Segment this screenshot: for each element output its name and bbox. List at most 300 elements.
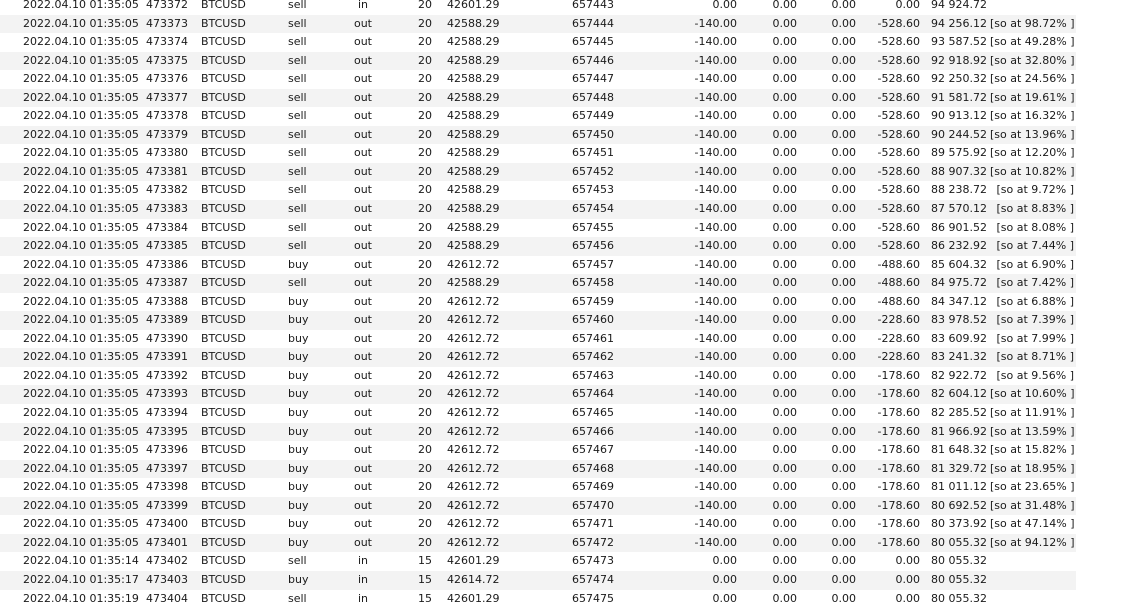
deal-id-cell: 473397 bbox=[146, 460, 188, 479]
table-row[interactable] bbox=[0, 385, 1076, 404]
comment-cell: [so at 13.96% ] bbox=[990, 126, 1074, 145]
balance-cell: 80 055.32 bbox=[931, 590, 987, 608]
volume-cell: 20 bbox=[410, 181, 432, 200]
commission-cell: -140.00 bbox=[680, 311, 737, 330]
table-row[interactable] bbox=[0, 163, 1076, 182]
balance-cell: 86 901.52 bbox=[931, 219, 987, 238]
commission-cell: -140.00 bbox=[680, 404, 737, 423]
price-cell: 42588.29 bbox=[447, 144, 500, 163]
commission-cell: -140.00 bbox=[680, 70, 737, 89]
type-cell: buy bbox=[288, 348, 308, 367]
volume-cell: 20 bbox=[410, 219, 432, 238]
balance-cell: 89 575.92 bbox=[931, 144, 987, 163]
profit-cell: 0.00 bbox=[870, 0, 920, 15]
order-cell: 657454 bbox=[572, 200, 614, 219]
volume-cell: 20 bbox=[410, 33, 432, 52]
table-row[interactable] bbox=[0, 311, 1076, 330]
volume-cell: 20 bbox=[410, 441, 432, 460]
balance-cell: 82 922.72 bbox=[931, 367, 987, 386]
price-cell: 42612.72 bbox=[447, 367, 500, 386]
profit-cell: -528.60 bbox=[870, 219, 920, 238]
volume-cell: 15 bbox=[410, 571, 432, 590]
table-row[interactable] bbox=[0, 144, 1076, 163]
order-cell: 657475 bbox=[572, 590, 614, 608]
deal-time-cell: 2022.04.10 01:35:05 bbox=[23, 126, 139, 145]
deal-time-cell: 2022.04.10 01:35:05 bbox=[23, 441, 139, 460]
type-cell: sell bbox=[288, 89, 307, 108]
symbol-cell: BTCUSD bbox=[201, 89, 246, 108]
order-cell: 657462 bbox=[572, 348, 614, 367]
order-cell: 657447 bbox=[572, 70, 614, 89]
table-row[interactable] bbox=[0, 219, 1076, 238]
table-row[interactable] bbox=[0, 460, 1076, 479]
direction-cell: out bbox=[352, 144, 374, 163]
direction-cell: out bbox=[352, 367, 374, 386]
deal-id-cell: 473377 bbox=[146, 89, 188, 108]
order-cell: 657455 bbox=[572, 219, 614, 238]
type-cell: sell bbox=[288, 144, 307, 163]
volume-cell: 20 bbox=[410, 293, 432, 312]
swap-cell: 0.00 bbox=[820, 311, 856, 330]
swap-cell: 0.00 bbox=[820, 293, 856, 312]
table-row[interactable] bbox=[0, 274, 1076, 293]
direction-cell: out bbox=[352, 33, 374, 52]
volume-cell: 15 bbox=[410, 552, 432, 571]
fee-cell: 0.00 bbox=[760, 515, 797, 534]
volume-cell: 20 bbox=[410, 52, 432, 71]
comment-cell: [so at 9.56% ] bbox=[990, 367, 1074, 386]
comment-cell: [so at 24.56% ] bbox=[990, 70, 1074, 89]
table-row[interactable] bbox=[0, 126, 1076, 145]
price-cell: 42612.72 bbox=[447, 404, 500, 423]
swap-cell: 0.00 bbox=[820, 144, 856, 163]
comment-cell: [so at 32.80% ] bbox=[990, 52, 1074, 71]
profit-cell: -528.60 bbox=[870, 52, 920, 71]
direction-cell: out bbox=[352, 15, 374, 34]
comment-cell: [so at 6.88% ] bbox=[990, 293, 1074, 312]
profit-cell: -528.60 bbox=[870, 15, 920, 34]
fee-cell: 0.00 bbox=[760, 107, 797, 126]
deal-time-cell: 2022.04.10 01:35:05 bbox=[23, 200, 139, 219]
balance-cell: 83 241.32 bbox=[931, 348, 987, 367]
profit-cell: -528.60 bbox=[870, 126, 920, 145]
comment-cell: [so at 98.72% ] bbox=[990, 15, 1074, 34]
table-row[interactable] bbox=[0, 293, 1076, 312]
profit-cell: -528.60 bbox=[870, 181, 920, 200]
order-cell: 657450 bbox=[572, 126, 614, 145]
table-row[interactable] bbox=[0, 181, 1076, 200]
balance-cell: 83 609.92 bbox=[931, 330, 987, 349]
fee-cell: 0.00 bbox=[760, 256, 797, 275]
comment-cell: [so at 19.61% ] bbox=[990, 89, 1074, 108]
symbol-cell: BTCUSD bbox=[201, 367, 246, 386]
deal-time-cell: 2022.04.10 01:35:17 bbox=[23, 571, 139, 590]
balance-cell: 81 329.72 bbox=[931, 460, 987, 479]
fee-cell: 0.00 bbox=[760, 590, 797, 608]
price-cell: 42612.72 bbox=[447, 293, 500, 312]
fee-cell: 0.00 bbox=[760, 163, 797, 182]
direction-cell: out bbox=[352, 534, 374, 553]
table-row[interactable] bbox=[0, 70, 1076, 89]
deal-id-cell: 473373 bbox=[146, 15, 188, 34]
deal-id-cell: 473383 bbox=[146, 200, 188, 219]
order-cell: 657467 bbox=[572, 441, 614, 460]
price-cell: 42588.29 bbox=[447, 237, 500, 256]
type-cell: sell bbox=[288, 107, 307, 126]
volume-cell: 20 bbox=[410, 534, 432, 553]
swap-cell: 0.00 bbox=[820, 274, 856, 293]
balance-cell: 84 347.12 bbox=[931, 293, 987, 312]
commission-cell: -140.00 bbox=[680, 52, 737, 71]
fee-cell: 0.00 bbox=[760, 478, 797, 497]
fee-cell: 0.00 bbox=[760, 367, 797, 386]
symbol-cell: BTCUSD bbox=[201, 163, 246, 182]
fee-cell: 0.00 bbox=[760, 219, 797, 238]
balance-cell: 81 648.32 bbox=[931, 441, 987, 460]
order-cell: 657458 bbox=[572, 274, 614, 293]
symbol-cell: BTCUSD bbox=[201, 126, 246, 145]
order-cell: 657472 bbox=[572, 534, 614, 553]
fee-cell: 0.00 bbox=[760, 330, 797, 349]
balance-cell: 87 570.12 bbox=[931, 200, 987, 219]
swap-cell: 0.00 bbox=[820, 0, 856, 15]
symbol-cell: BTCUSD bbox=[201, 441, 246, 460]
direction-cell: out bbox=[352, 460, 374, 479]
deal-time-cell: 2022.04.10 01:35:05 bbox=[23, 423, 139, 442]
deal-time-cell: 2022.04.10 01:35:05 bbox=[23, 460, 139, 479]
volume-cell: 20 bbox=[410, 404, 432, 423]
order-cell: 657448 bbox=[572, 89, 614, 108]
table-row[interactable] bbox=[0, 441, 1076, 460]
fee-cell: 0.00 bbox=[760, 571, 797, 590]
fee-cell: 0.00 bbox=[760, 385, 797, 404]
balance-cell: 94 256.12 bbox=[931, 15, 987, 34]
order-cell: 657461 bbox=[572, 330, 614, 349]
profit-cell: -528.60 bbox=[870, 107, 920, 126]
balance-cell: 94 924.72 bbox=[931, 0, 987, 15]
fee-cell: 0.00 bbox=[760, 441, 797, 460]
direction-cell: out bbox=[352, 200, 374, 219]
fee-cell: 0.00 bbox=[760, 52, 797, 71]
profit-cell: -178.60 bbox=[870, 497, 920, 516]
type-cell: buy bbox=[288, 367, 308, 386]
table-row[interactable] bbox=[0, 237, 1076, 256]
volume-cell: 20 bbox=[410, 478, 432, 497]
swap-cell: 0.00 bbox=[820, 441, 856, 460]
table-row[interactable] bbox=[0, 497, 1076, 516]
balance-cell: 92 918.92 bbox=[931, 52, 987, 71]
volume-cell: 20 bbox=[410, 0, 432, 15]
deal-id-cell: 473404 bbox=[146, 590, 188, 608]
volume-cell: 20 bbox=[410, 163, 432, 182]
direction-cell: out bbox=[352, 497, 374, 516]
type-cell: sell bbox=[288, 219, 307, 238]
deal-id-cell: 473387 bbox=[146, 274, 188, 293]
table-row[interactable] bbox=[0, 478, 1076, 497]
deal-time-cell: 2022.04.10 01:35:05 bbox=[23, 107, 139, 126]
deal-time-cell: 2022.04.10 01:35:05 bbox=[23, 52, 139, 71]
order-cell: 657470 bbox=[572, 497, 614, 516]
table-row[interactable] bbox=[0, 367, 1076, 386]
table-row[interactable] bbox=[0, 404, 1076, 423]
profit-cell: -528.60 bbox=[870, 89, 920, 108]
order-cell: 657451 bbox=[572, 144, 614, 163]
fee-cell: 0.00 bbox=[760, 89, 797, 108]
direction-cell: in bbox=[352, 590, 374, 608]
commission-cell: -140.00 bbox=[680, 219, 737, 238]
swap-cell: 0.00 bbox=[820, 348, 856, 367]
swap-cell: 0.00 bbox=[820, 15, 856, 34]
symbol-cell: BTCUSD bbox=[201, 348, 246, 367]
volume-cell: 20 bbox=[410, 385, 432, 404]
price-cell: 42588.29 bbox=[447, 52, 500, 71]
price-cell: 42588.29 bbox=[447, 33, 500, 52]
swap-cell: 0.00 bbox=[820, 385, 856, 404]
balance-cell: 93 587.52 bbox=[931, 33, 987, 52]
deal-id-cell: 473384 bbox=[146, 219, 188, 238]
type-cell: buy bbox=[288, 478, 308, 497]
profit-cell: -528.60 bbox=[870, 163, 920, 182]
balance-cell: 82 285.52 bbox=[931, 404, 987, 423]
deal-time-cell: 2022.04.10 01:35:05 bbox=[23, 256, 139, 275]
symbol-cell: BTCUSD bbox=[201, 552, 246, 571]
deal-id-cell: 473399 bbox=[146, 497, 188, 516]
profit-cell: -178.60 bbox=[870, 423, 920, 442]
deal-id-cell: 473372 bbox=[146, 0, 188, 15]
balance-cell: 80 373.92 bbox=[931, 515, 987, 534]
symbol-cell: BTCUSD bbox=[201, 478, 246, 497]
table-row[interactable] bbox=[0, 89, 1076, 108]
deal-id-cell: 473389 bbox=[146, 311, 188, 330]
deal-id-cell: 473403 bbox=[146, 571, 188, 590]
price-cell: 42588.29 bbox=[447, 274, 500, 293]
comment-cell: [so at 47.14% ] bbox=[990, 515, 1074, 534]
balance-cell: 90 913.12 bbox=[931, 107, 987, 126]
profit-cell: -528.60 bbox=[870, 237, 920, 256]
price-cell: 42588.29 bbox=[447, 200, 500, 219]
volume-cell: 15 bbox=[410, 590, 432, 608]
balance-cell: 80 055.32 bbox=[931, 552, 987, 571]
direction-cell: out bbox=[352, 293, 374, 312]
deal-time-cell: 2022.04.10 01:35:05 bbox=[23, 33, 139, 52]
deal-time-cell: 2022.04.10 01:35:05 bbox=[23, 237, 139, 256]
balance-cell: 92 250.32 bbox=[931, 70, 987, 89]
fee-cell: 0.00 bbox=[760, 460, 797, 479]
type-cell: buy bbox=[288, 515, 308, 534]
price-cell: 42588.29 bbox=[447, 89, 500, 108]
type-cell: sell bbox=[288, 200, 307, 219]
deal-time-cell: 2022.04.10 01:35:05 bbox=[23, 163, 139, 182]
order-cell: 657466 bbox=[572, 423, 614, 442]
symbol-cell: BTCUSD bbox=[201, 330, 246, 349]
fee-cell: 0.00 bbox=[760, 200, 797, 219]
fee-cell: 0.00 bbox=[760, 497, 797, 516]
comment-cell: [so at 16.32% ] bbox=[990, 107, 1074, 126]
table-row[interactable] bbox=[0, 515, 1076, 534]
price-cell: 42588.29 bbox=[447, 15, 500, 34]
symbol-cell: BTCUSD bbox=[201, 404, 246, 423]
order-cell: 657445 bbox=[572, 33, 614, 52]
direction-cell: in bbox=[352, 0, 374, 15]
profit-cell: -228.60 bbox=[870, 311, 920, 330]
deal-time-cell: 2022.04.10 01:35:05 bbox=[23, 311, 139, 330]
type-cell: sell bbox=[288, 52, 307, 71]
table-row[interactable] bbox=[0, 15, 1076, 34]
type-cell: sell bbox=[288, 590, 307, 608]
table-row[interactable] bbox=[0, 534, 1076, 553]
price-cell: 42612.72 bbox=[447, 385, 500, 404]
table-row[interactable] bbox=[0, 423, 1076, 442]
order-cell: 657473 bbox=[572, 552, 614, 571]
symbol-cell: BTCUSD bbox=[201, 571, 246, 590]
commission-cell: -140.00 bbox=[680, 126, 737, 145]
deal-id-cell: 473380 bbox=[146, 144, 188, 163]
commission-cell: -140.00 bbox=[680, 497, 737, 516]
type-cell: buy bbox=[288, 293, 308, 312]
swap-cell: 0.00 bbox=[820, 423, 856, 442]
direction-cell: out bbox=[352, 219, 374, 238]
direction-cell: out bbox=[352, 385, 374, 404]
swap-cell: 0.00 bbox=[820, 107, 856, 126]
price-cell: 42612.72 bbox=[447, 478, 500, 497]
commission-cell: -140.00 bbox=[680, 144, 737, 163]
table-row[interactable] bbox=[0, 107, 1076, 126]
fee-cell: 0.00 bbox=[760, 33, 797, 52]
volume-cell: 20 bbox=[410, 497, 432, 516]
deal-id-cell: 473388 bbox=[146, 293, 188, 312]
symbol-cell: BTCUSD bbox=[201, 15, 246, 34]
table-row[interactable] bbox=[0, 571, 1076, 590]
commission-cell: -140.00 bbox=[680, 274, 737, 293]
commission-cell: -140.00 bbox=[680, 200, 737, 219]
type-cell: buy bbox=[288, 497, 308, 516]
deal-id-cell: 473395 bbox=[146, 423, 188, 442]
volume-cell: 20 bbox=[410, 274, 432, 293]
price-cell: 42612.72 bbox=[447, 460, 500, 479]
commission-cell: -140.00 bbox=[680, 460, 737, 479]
type-cell: buy bbox=[288, 330, 308, 349]
volume-cell: 20 bbox=[410, 144, 432, 163]
order-cell: 657446 bbox=[572, 52, 614, 71]
swap-cell: 0.00 bbox=[820, 256, 856, 275]
deal-time-cell: 2022.04.10 01:35:05 bbox=[23, 478, 139, 497]
direction-cell: out bbox=[352, 107, 374, 126]
commission-cell: -140.00 bbox=[680, 441, 737, 460]
comment-cell: [so at 6.90% ] bbox=[990, 256, 1074, 275]
volume-cell: 20 bbox=[410, 330, 432, 349]
table-row[interactable] bbox=[0, 52, 1076, 71]
price-cell: 42588.29 bbox=[447, 126, 500, 145]
direction-cell: out bbox=[352, 404, 374, 423]
table-row[interactable] bbox=[0, 590, 1076, 608]
table-row[interactable] bbox=[0, 33, 1076, 52]
deal-id-cell: 473401 bbox=[146, 534, 188, 553]
comment-cell: [so at 8.83% ] bbox=[990, 200, 1074, 219]
deal-time-cell: 2022.04.10 01:35:05 bbox=[23, 181, 139, 200]
type-cell: buy bbox=[288, 423, 308, 442]
price-cell: 42588.29 bbox=[447, 219, 500, 238]
symbol-cell: BTCUSD bbox=[201, 460, 246, 479]
order-cell: 657453 bbox=[572, 181, 614, 200]
order-cell: 657471 bbox=[572, 515, 614, 534]
deal-id-cell: 473379 bbox=[146, 126, 188, 145]
balance-cell: 82 604.12 bbox=[931, 385, 987, 404]
comment-cell: [so at 7.44% ] bbox=[990, 237, 1074, 256]
type-cell: buy bbox=[288, 534, 308, 553]
balance-cell: 91 581.72 bbox=[931, 89, 987, 108]
comment-cell: [so at 15.82% ] bbox=[990, 441, 1074, 460]
commission-cell: -140.00 bbox=[680, 181, 737, 200]
direction-cell: out bbox=[352, 126, 374, 145]
table-row[interactable] bbox=[0, 552, 1076, 571]
table-row[interactable] bbox=[0, 0, 1076, 15]
volume-cell: 20 bbox=[410, 256, 432, 275]
table-row[interactable] bbox=[0, 256, 1076, 275]
deal-time-cell: 2022.04.10 01:35:05 bbox=[23, 144, 139, 163]
balance-cell: 80 692.52 bbox=[931, 497, 987, 516]
profit-cell: -178.60 bbox=[870, 478, 920, 497]
table-row[interactable] bbox=[0, 330, 1076, 349]
swap-cell: 0.00 bbox=[820, 515, 856, 534]
order-cell: 657444 bbox=[572, 15, 614, 34]
deal-id-cell: 473396 bbox=[146, 441, 188, 460]
swap-cell: 0.00 bbox=[820, 89, 856, 108]
balance-cell: 81 011.12 bbox=[931, 478, 987, 497]
direction-cell: out bbox=[352, 348, 374, 367]
commission-cell: -140.00 bbox=[680, 478, 737, 497]
order-cell: 657460 bbox=[572, 311, 614, 330]
balance-cell: 84 975.72 bbox=[931, 274, 987, 293]
table-row[interactable] bbox=[0, 348, 1076, 367]
price-cell: 42588.29 bbox=[447, 107, 500, 126]
table-row[interactable] bbox=[0, 200, 1076, 219]
comment-cell: [so at 10.82% ] bbox=[990, 163, 1074, 182]
direction-cell: in bbox=[352, 552, 374, 571]
type-cell: sell bbox=[288, 181, 307, 200]
commission-cell: 0.00 bbox=[680, 0, 737, 15]
balance-cell: 88 907.32 bbox=[931, 163, 987, 182]
type-cell: buy bbox=[288, 311, 308, 330]
commission-cell: 0.00 bbox=[680, 590, 737, 608]
balance-cell: 80 055.32 bbox=[931, 571, 987, 590]
profit-cell: -228.60 bbox=[870, 348, 920, 367]
commission-cell: -140.00 bbox=[680, 515, 737, 534]
deal-time-cell: 2022.04.10 01:35:05 bbox=[23, 330, 139, 349]
deal-time-cell: 2022.04.10 01:35:05 bbox=[23, 404, 139, 423]
fee-cell: 0.00 bbox=[760, 274, 797, 293]
fee-cell: 0.00 bbox=[760, 15, 797, 34]
swap-cell: 0.00 bbox=[820, 460, 856, 479]
profit-cell: 0.00 bbox=[870, 590, 920, 608]
type-cell: sell bbox=[288, 163, 307, 182]
symbol-cell: BTCUSD bbox=[201, 256, 246, 275]
direction-cell: out bbox=[352, 478, 374, 497]
swap-cell: 0.00 bbox=[820, 330, 856, 349]
commission-cell: -140.00 bbox=[680, 293, 737, 312]
profit-cell: -528.60 bbox=[870, 200, 920, 219]
symbol-cell: BTCUSD bbox=[201, 52, 246, 71]
fee-cell: 0.00 bbox=[760, 237, 797, 256]
direction-cell: out bbox=[352, 274, 374, 293]
commission-cell: -140.00 bbox=[680, 385, 737, 404]
price-cell: 42588.29 bbox=[447, 70, 500, 89]
fee-cell: 0.00 bbox=[760, 534, 797, 553]
order-cell: 657452 bbox=[572, 163, 614, 182]
volume-cell: 20 bbox=[410, 107, 432, 126]
order-cell: 657464 bbox=[572, 385, 614, 404]
symbol-cell: BTCUSD bbox=[201, 311, 246, 330]
swap-cell: 0.00 bbox=[820, 552, 856, 571]
